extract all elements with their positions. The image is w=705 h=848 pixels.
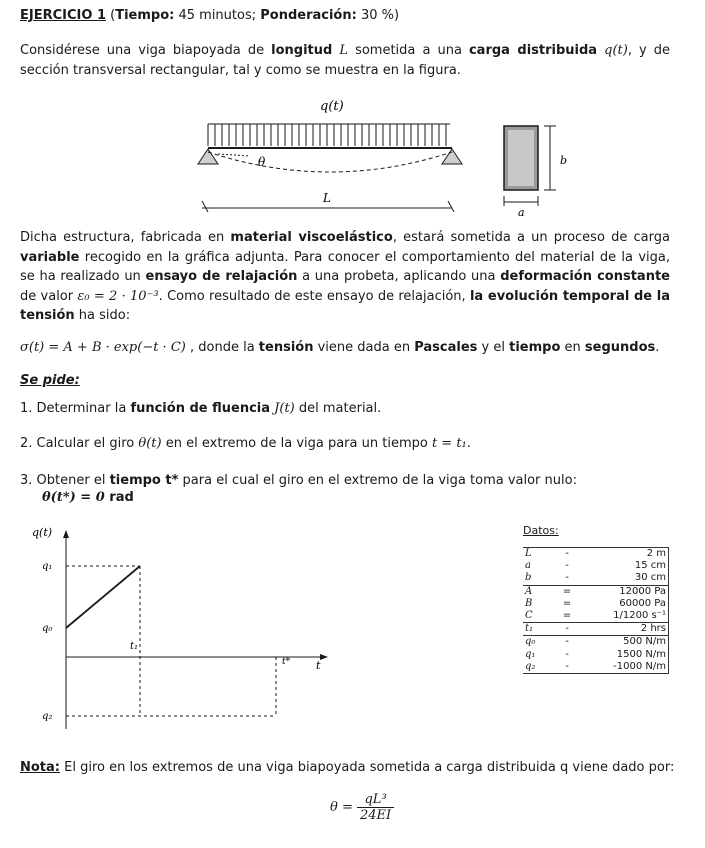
eq: = — [562, 597, 572, 609]
bold-text: tiempo t* — [109, 473, 179, 488]
question-3 — [20, 471, 670, 491]
text: viene dada en — [313, 340, 415, 355]
eq: = — [562, 610, 572, 622]
table-row — [523, 661, 669, 674]
text: de valor — [20, 288, 78, 304]
symbol: L — [525, 548, 532, 560]
math: θ(t) — [138, 436, 162, 451]
eq: - — [565, 560, 569, 572]
number: 3. — [20, 473, 37, 488]
q2-label: q₂ — [42, 711, 53, 722]
text: Dicha estructura, fabricada en — [20, 230, 231, 245]
q0-label: q₀ — [42, 623, 53, 634]
text: Obtener el — [36, 473, 110, 488]
math: θ(t*) = 0 — [42, 490, 105, 505]
eq: - — [565, 548, 569, 560]
tangent-line — [218, 154, 250, 156]
symbol: B — [525, 597, 533, 609]
bold-text: carga distribuida — [468, 43, 598, 58]
symbol: A — [523, 585, 545, 598]
text: y el — [477, 340, 510, 355]
table-row — [523, 548, 669, 561]
value: 15 cm — [634, 560, 666, 572]
section-width-label: a — [518, 206, 525, 218]
paren: ( — [110, 8, 116, 23]
table-row — [523, 598, 669, 610]
value: 2 m — [646, 548, 666, 560]
deflection-curve — [208, 152, 452, 172]
table-row — [523, 623, 669, 636]
math: J(t) — [270, 401, 295, 416]
bold-text: rad — [104, 490, 134, 505]
symbol: q₁ — [525, 648, 536, 660]
t1-label: t₁ — [130, 641, 139, 652]
text: Considérese una viga biapoyada de — [20, 43, 272, 58]
bold-text: ensayo de relajación — [145, 269, 298, 284]
description-paragraph — [20, 228, 670, 326]
formula-lhs: θ = — [330, 800, 357, 815]
bold-text: deformación constante — [500, 269, 670, 284]
question-2 — [20, 436, 471, 451]
bold-text: tiempo — [509, 340, 561, 355]
exercise-label: EJERCICIO 1 — [20, 8, 106, 23]
symbol: a — [525, 560, 531, 572]
math: q(t) — [597, 43, 628, 58]
text: , y de sección transversal rectangular, tal y como se muestra en la figura. — [20, 43, 670, 78]
number: 2. — [20, 436, 37, 451]
eq: - — [565, 572, 569, 584]
symbol: C — [525, 610, 533, 622]
exercise-heading — [20, 8, 399, 23]
section-height-label: b — [560, 154, 568, 167]
table-row — [523, 560, 669, 572]
eq: = — [545, 585, 589, 598]
weight-label: Ponderación: — [260, 8, 357, 23]
y-axis-label: q(t) — [32, 526, 53, 539]
math: t = t₁ — [431, 436, 467, 451]
left-support — [198, 149, 218, 164]
fraction — [357, 792, 394, 823]
cross-section — [498, 122, 588, 218]
length-label: L — [323, 191, 331, 205]
load-chart — [20, 524, 340, 734]
note-text: El giro en los extremos de una viga biapoyada sometida a carga distribuida q viene dado por: — [60, 760, 675, 775]
time-label: Tiempo: — [115, 8, 175, 23]
value: 60000 Pa — [619, 597, 666, 609]
text: Calcular el giro — [36, 436, 139, 451]
bold-text: Pascales — [414, 340, 478, 355]
se-pide-heading: Se pide: — [20, 373, 80, 388]
note — [20, 760, 674, 775]
table-row — [523, 649, 669, 661]
numerator: qL³ — [357, 792, 394, 808]
eq: - — [565, 660, 569, 672]
bold-text: tensión — [258, 340, 314, 355]
distributed-load — [208, 124, 450, 146]
table-row — [523, 572, 669, 585]
note-label: Nota: — [20, 760, 60, 775]
value: 1/1200 s⁻¹ — [613, 610, 666, 622]
stress-formula: σ(t) = A + B · exp(−t · C) — [20, 340, 186, 355]
eq: - — [545, 623, 589, 636]
angle-label: θ — [258, 155, 266, 169]
eq: - — [545, 636, 589, 649]
datos-title: Datos: — [523, 524, 559, 537]
beam-figure — [190, 96, 490, 216]
right-support — [442, 149, 462, 164]
text: , donde la — [185, 340, 259, 355]
x-axis-label: t — [316, 659, 321, 672]
intro-paragraph — [20, 41, 670, 80]
denominator: 24EI — [359, 808, 392, 823]
weight-value: 30 %) — [356, 8, 400, 23]
text: para el cual el giro en el extremo de la viga toma valor nulo: — [178, 473, 577, 488]
value: 30 cm — [634, 572, 666, 584]
text: . Como resultado de este ensayo de relajación, — [158, 288, 470, 304]
tstar-label: t* — [282, 657, 291, 667]
time-value: 45 minutos; — [174, 8, 261, 23]
value: 2 hrs — [589, 623, 669, 636]
symbol: b — [525, 572, 532, 584]
text: sometida a una — [348, 43, 469, 58]
text: . — [466, 436, 471, 451]
value: 1500 N/m — [616, 648, 666, 660]
question-1 — [20, 401, 381, 416]
bold-text: material viscoelástico — [230, 230, 393, 245]
text: Determinar la — [36, 401, 131, 416]
text: , estará sometida a un proceso de carga — [392, 230, 670, 245]
table-row — [523, 636, 669, 649]
bold-text: función de fluencia — [130, 401, 271, 416]
text: en el extremo de la viga para un tiempo — [161, 436, 432, 451]
text: en — [560, 340, 585, 355]
math: ε₀ = 2 · 10⁻³ — [77, 288, 159, 304]
text: . — [655, 340, 660, 355]
text: ha sido: — [74, 308, 131, 323]
text: recogido en la gráfica adjunta. Para conocer el comportamiento del material de la viga, se ha realizado un — [20, 249, 670, 284]
text: a una probeta, aplicando una — [297, 269, 501, 284]
value: -1000 N/m — [613, 660, 666, 672]
number: 1. — [20, 401, 37, 416]
symbol: q₀ — [523, 636, 545, 649]
symbol: q₂ — [525, 660, 536, 672]
bold-text: variable — [20, 249, 80, 265]
text: del material. — [294, 401, 382, 416]
stress-equation — [20, 340, 659, 355]
value: 500 N/m — [589, 636, 669, 649]
datos-table — [523, 547, 669, 674]
table-row — [523, 610, 669, 623]
question-3-formula — [42, 490, 134, 505]
value: 12000 Pa — [589, 585, 669, 598]
bold-text: la evolución temporal de la tensión — [20, 288, 671, 323]
math: L — [332, 43, 349, 58]
rotation-formula — [330, 792, 394, 823]
load-ramp — [66, 566, 140, 628]
q1-label: q₁ — [42, 561, 53, 572]
eq: - — [565, 648, 569, 660]
bold-text: segundos — [584, 340, 656, 355]
table-row — [523, 585, 669, 598]
load-label: q(t) — [320, 99, 344, 114]
bold-text: longitud — [271, 43, 333, 58]
symbol: t₁ — [523, 623, 545, 636]
